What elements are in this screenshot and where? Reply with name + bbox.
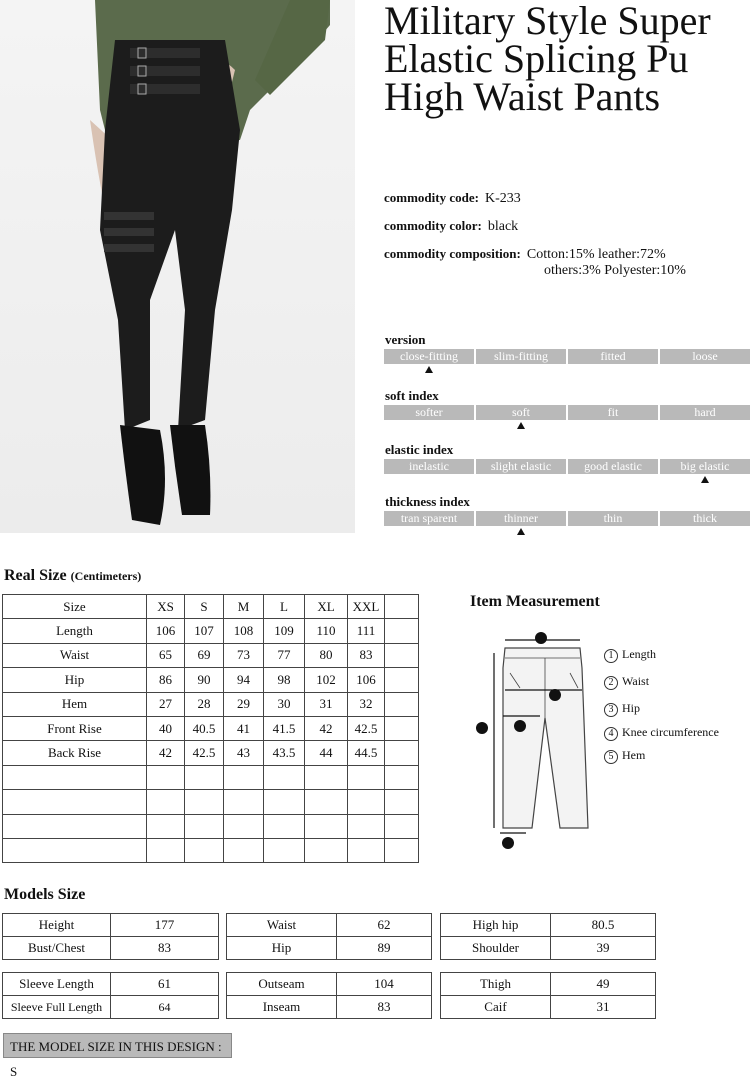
marker-5-icon <box>502 837 514 849</box>
legend-item <box>604 674 649 690</box>
index-label: version <box>385 332 426 347</box>
table-cell: 41 <box>224 716 264 740</box>
legend-number: 5 <box>604 750 618 764</box>
legend-number: 2 <box>604 676 618 690</box>
table-row <box>3 692 419 716</box>
table-row <box>441 937 656 960</box>
commodity-color-label: commodity color: <box>384 218 482 233</box>
index-selected-marker-icon <box>701 476 709 483</box>
table-cell: 42.5 <box>348 716 385 740</box>
marker-4-icon <box>514 720 526 732</box>
table-cell <box>147 765 185 789</box>
table-cell: 65 <box>147 643 185 667</box>
index-option: softer <box>384 405 474 420</box>
commodity-composition-line1: Cotton:15% leather:72% <box>526 247 666 262</box>
table-cell <box>385 838 419 862</box>
measure-label: Height <box>3 914 111 937</box>
table-cell: 109 <box>264 619 305 643</box>
table-row <box>3 973 219 996</box>
real-size-unit: (Centimeters) <box>70 569 142 583</box>
legend-number: 1 <box>604 649 618 663</box>
table-row <box>3 914 219 937</box>
legend-label: Length <box>622 647 656 661</box>
measure-value: 64 <box>111 996 219 1019</box>
table-cell: 30 <box>264 692 305 716</box>
measure-label: Shoulder <box>441 937 551 960</box>
index-option: close-fitting <box>384 349 474 364</box>
measure-value: 31 <box>551 996 656 1019</box>
measure-label: Bust/Chest <box>3 937 111 960</box>
table-cell: 106 <box>348 668 385 692</box>
marker-3-icon <box>549 689 561 701</box>
measure-label: Caif <box>441 996 551 1019</box>
models-size-heading: Models Size <box>4 886 86 903</box>
table-cell <box>185 765 224 789</box>
legend-label: Knee circumference <box>622 725 719 739</box>
table-cell <box>385 716 419 740</box>
table-cell <box>3 790 147 814</box>
table-cell: 44 <box>305 741 348 765</box>
table-row <box>3 814 419 838</box>
table-cell <box>348 838 385 862</box>
measure-value: 104 <box>337 973 432 996</box>
table-cell: 80 <box>305 643 348 667</box>
index-bar <box>384 405 750 420</box>
model-size-note: THE MODEL SIZE IN THIS DESIGN : S <box>3 1033 232 1058</box>
index-option: thinner <box>476 511 566 526</box>
product-title: Military Style Super Elastic Splicing Pu High Waist Pants <box>384 0 711 119</box>
table-cell: 86 <box>147 668 185 692</box>
table-cell <box>385 765 419 789</box>
table-cell <box>185 838 224 862</box>
table-cell <box>3 838 147 862</box>
marker-2-icon <box>535 632 547 644</box>
table-cell: 73 <box>224 643 264 667</box>
table-cell: 69 <box>185 643 224 667</box>
table-cell <box>348 814 385 838</box>
table-cell: XL <box>305 595 348 619</box>
table-cell: 110 <box>305 619 348 643</box>
commodity-color-value: black <box>487 219 519 234</box>
table-cell: 111 <box>348 619 385 643</box>
measure-value: 49 <box>551 973 656 996</box>
table-cell: 102 <box>305 668 348 692</box>
table-cell: 40.5 <box>185 716 224 740</box>
models-size-table <box>2 913 219 960</box>
table-row <box>3 937 219 960</box>
table-cell <box>3 765 147 789</box>
index-option: fitted <box>568 349 658 364</box>
index-bar <box>384 459 750 474</box>
table-cell <box>305 790 348 814</box>
table-row <box>3 765 419 789</box>
table-cell: 83 <box>348 643 385 667</box>
legend-label: Hem <box>622 748 646 762</box>
table-cell: 42.5 <box>185 741 224 765</box>
table-row <box>227 914 432 937</box>
legend-number: 4 <box>604 727 618 741</box>
table-row <box>441 914 656 937</box>
table-cell: 90 <box>185 668 224 692</box>
table-row <box>3 790 419 814</box>
table-cell: Hem <box>3 692 147 716</box>
table-cell <box>224 838 264 862</box>
table-cell <box>385 668 419 692</box>
table-cell: Size <box>3 595 147 619</box>
measure-value: 39 <box>551 937 656 960</box>
table-cell: S <box>185 595 224 619</box>
table-cell <box>305 814 348 838</box>
table-cell: 41.5 <box>264 716 305 740</box>
table-row <box>3 741 419 765</box>
table-cell: 106 <box>147 619 185 643</box>
models-size-table <box>226 972 432 1019</box>
table-cell: 44.5 <box>348 741 385 765</box>
models-size-table <box>2 972 219 1019</box>
table-row <box>3 619 419 643</box>
table-cell <box>385 643 419 667</box>
index-label: thickness index <box>385 494 470 509</box>
table-cell: Waist <box>3 643 147 667</box>
table-cell: 32 <box>348 692 385 716</box>
models-size-table <box>226 913 432 960</box>
table-cell: XS <box>147 595 185 619</box>
measure-value: 83 <box>337 996 432 1019</box>
table-row <box>3 716 419 740</box>
table-cell <box>264 790 305 814</box>
table-cell <box>348 790 385 814</box>
commodity-composition <box>384 246 666 263</box>
table-cell: 108 <box>224 619 264 643</box>
table-row <box>3 668 419 692</box>
index-option: hard <box>660 405 750 420</box>
table-cell <box>385 595 419 619</box>
table-cell: 43 <box>224 741 264 765</box>
legend-item <box>604 748 645 764</box>
table-cell: 27 <box>147 692 185 716</box>
table-row <box>3 595 419 619</box>
item-measurement-heading: Item Measurement <box>470 593 600 610</box>
table-cell <box>224 765 264 789</box>
table-cell: 42 <box>305 716 348 740</box>
measure-label: Thigh <box>441 973 551 996</box>
table-row <box>3 996 219 1019</box>
table-cell <box>305 838 348 862</box>
legend-item <box>604 701 640 717</box>
measure-label: Outseam <box>227 973 337 996</box>
legend-number: 3 <box>604 703 618 717</box>
table-cell <box>3 814 147 838</box>
commodity-code <box>384 190 521 207</box>
table-cell <box>385 692 419 716</box>
commodity-composition-line2: others:3% Polyester:10% <box>544 263 686 278</box>
table-cell <box>185 814 224 838</box>
index-bar <box>384 349 750 364</box>
table-row <box>441 973 656 996</box>
real-size-title: Real Size <box>4 567 67 584</box>
table-cell: L <box>264 595 305 619</box>
index-option: good elastic <box>568 459 658 474</box>
legend-item <box>604 725 719 741</box>
index-selected-marker-icon <box>425 366 433 373</box>
pants-measurement-diagram <box>470 628 600 853</box>
commodity-composition-label: commodity composition: <box>384 246 521 261</box>
table-row <box>227 996 432 1019</box>
measure-label: Sleeve Length <box>3 973 111 996</box>
table-cell <box>385 790 419 814</box>
table-cell: 28 <box>185 692 224 716</box>
table-cell: 98 <box>264 668 305 692</box>
index-option: soft <box>476 405 566 420</box>
measure-label: Hip <box>227 937 337 960</box>
table-cell <box>185 790 224 814</box>
table-cell: Length <box>3 619 147 643</box>
index-option: thin <box>568 511 658 526</box>
real-size-table <box>2 594 419 863</box>
table-cell <box>264 814 305 838</box>
table-cell <box>385 741 419 765</box>
table-cell <box>264 765 305 789</box>
table-cell: 77 <box>264 643 305 667</box>
table-row <box>3 643 419 667</box>
table-row <box>441 996 656 1019</box>
measure-value: 89 <box>337 937 432 960</box>
commodity-code-label: commodity code: <box>384 190 479 205</box>
table-row <box>227 937 432 960</box>
index-selected-marker-icon <box>517 528 525 535</box>
table-cell: 29 <box>224 692 264 716</box>
index-option: thick <box>660 511 750 526</box>
table-cell: XXL <box>348 595 385 619</box>
legend-item <box>604 647 656 663</box>
index-option: slight elastic <box>476 459 566 474</box>
measure-value: 62 <box>337 914 432 937</box>
measure-value: 177 <box>111 914 219 937</box>
table-cell: 43.5 <box>264 741 305 765</box>
table-cell <box>385 814 419 838</box>
measure-label: Sleeve Full Length <box>3 996 111 1019</box>
index-option: slim-fitting <box>476 349 566 364</box>
measure-value: 80.5 <box>551 914 656 937</box>
product-photo <box>0 0 355 533</box>
index-option: inelastic <box>384 459 474 474</box>
table-cell <box>147 790 185 814</box>
table-cell: 94 <box>224 668 264 692</box>
table-cell <box>348 765 385 789</box>
index-bar <box>384 511 750 526</box>
measure-value: 83 <box>111 937 219 960</box>
table-cell: 31 <box>305 692 348 716</box>
table-cell <box>224 790 264 814</box>
table-row <box>227 973 432 996</box>
index-option: big elastic <box>660 459 750 474</box>
commodity-color <box>384 218 518 235</box>
measure-label: Waist <box>227 914 337 937</box>
measure-label: High hip <box>441 914 551 937</box>
table-cell: 42 <box>147 741 185 765</box>
table-row <box>3 838 419 862</box>
index-option: tran sparent <box>384 511 474 526</box>
table-cell: Hip <box>3 668 147 692</box>
index-option: loose <box>660 349 750 364</box>
table-cell: Back Rise <box>3 741 147 765</box>
measure-value: 61 <box>111 973 219 996</box>
table-cell: 40 <box>147 716 185 740</box>
table-cell: 107 <box>185 619 224 643</box>
table-cell <box>147 814 185 838</box>
index-label: soft index <box>385 388 439 403</box>
commodity-code-value: K-233 <box>484 191 521 206</box>
table-cell <box>147 838 185 862</box>
table-cell <box>305 765 348 789</box>
legend-label: Waist <box>622 674 650 688</box>
model-in-pants-image <box>0 0 355 533</box>
table-cell: Front Rise <box>3 716 147 740</box>
table-cell <box>385 619 419 643</box>
models-size-table <box>440 913 656 960</box>
models-size-table <box>440 972 656 1019</box>
legend-label: Hip <box>622 701 640 715</box>
index-selected-marker-icon <box>517 422 525 429</box>
table-cell <box>224 814 264 838</box>
table-cell <box>264 838 305 862</box>
index-label: elastic index <box>385 442 454 457</box>
marker-1-icon <box>476 722 488 734</box>
index-option: fit <box>568 405 658 420</box>
table-cell: M <box>224 595 264 619</box>
real-size-heading <box>4 567 141 585</box>
measure-label: Inseam <box>227 996 337 1019</box>
